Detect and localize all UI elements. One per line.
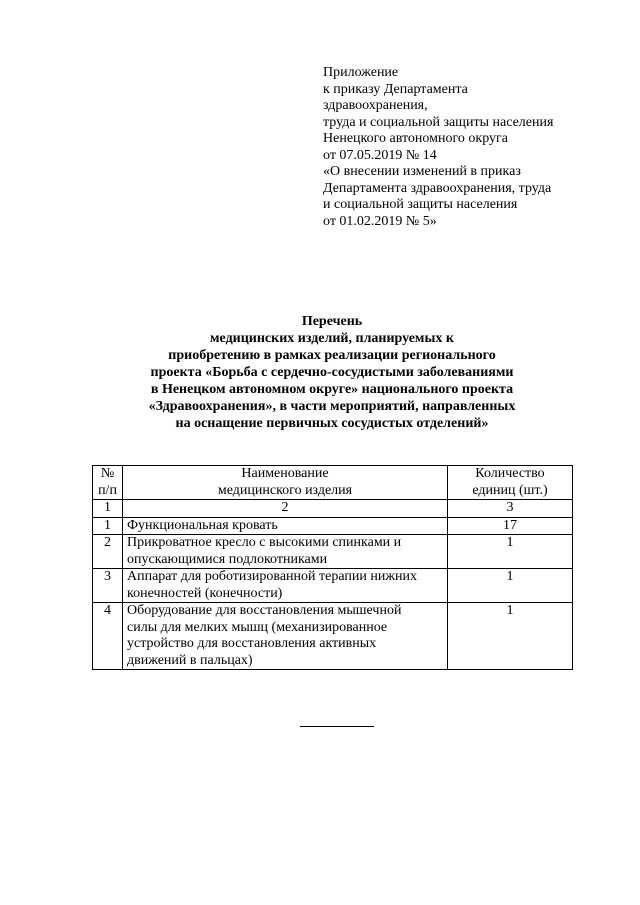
- row-name: [123, 603, 448, 670]
- appendix-block: [323, 65, 623, 230]
- column-number-cell: 3: [448, 500, 573, 518]
- row-name-line: конечностей (конечности): [127, 585, 283, 601]
- header-quantity-cell: [448, 466, 573, 500]
- row-quantity: 1: [448, 535, 573, 569]
- header-text: единиц (шт.): [472, 482, 548, 498]
- row-quantity: 1: [448, 569, 573, 603]
- row-number: 4: [93, 603, 123, 670]
- title-line: приобретению в рамках реализации регионального: [168, 348, 496, 363]
- column-number-cell: 1: [93, 500, 123, 518]
- title-line: медицинских изделий, планируемых к: [210, 331, 454, 346]
- appendix-line: и социальной защиты населения: [323, 197, 518, 212]
- appendix-line: труда и социальной защиты населения: [323, 114, 554, 130]
- header-text: №: [100, 466, 115, 481]
- appendix-line: к приказу Департамента: [323, 81, 468, 97]
- row-number: 3: [93, 569, 123, 603]
- appendix-line: «О внесении изменений в приказ: [323, 164, 521, 179]
- header-name-cell: [123, 466, 448, 500]
- row-name-line: Прикроватное кресло с высокими спинками и: [127, 535, 402, 550]
- title-line: в Ненецком автономном округе» национального проекта: [150, 382, 514, 397]
- table-header-row: [93, 466, 573, 500]
- closing-rule: [300, 726, 374, 727]
- row-quantity: 17: [448, 517, 573, 535]
- row-quantity: 1: [448, 603, 573, 670]
- document-title: [92, 313, 572, 432]
- row-name-line: движений в пальцах): [127, 652, 253, 668]
- appendix-line: от 07.05.2019 № 14: [323, 147, 437, 163]
- table-row: [93, 569, 573, 603]
- row-name: [123, 517, 448, 535]
- column-number-cell: 2: [123, 500, 448, 518]
- table-row: [93, 517, 573, 535]
- appendix-line: от 01.02.2019 № 5»: [323, 213, 437, 229]
- row-name-line: силы для мелких мышц (механизированное: [127, 619, 388, 635]
- row-name-line: Оборудование для восстановления мышечной: [127, 603, 402, 618]
- items-table: [92, 465, 573, 670]
- header-text: п/п: [98, 482, 117, 498]
- appendix-line: Ненецкого автономного округа: [323, 131, 508, 146]
- row-name-line: Аппарат для роботизированной терапии нижних: [127, 569, 417, 584]
- table-row: [93, 603, 573, 670]
- row-name: [123, 535, 448, 569]
- title-line: проекта «Борьба с сердечно-сосудистыми заболеваниями: [150, 365, 514, 380]
- appendix-line: здравоохранения,: [323, 98, 428, 113]
- title-line: «Здравоохранения», в части мероприятий, направленных: [148, 399, 516, 414]
- title-line: Перечень: [301, 314, 363, 329]
- appendix-line: Департамента здравоохранения, труда: [323, 180, 552, 196]
- column-number-row: [93, 500, 573, 518]
- row-name: [123, 569, 448, 603]
- table-row: [93, 535, 573, 569]
- header-text: медицинского изделия: [217, 482, 353, 498]
- header-text: Количество: [475, 466, 545, 481]
- appendix-line: Приложение: [323, 65, 399, 80]
- row-number: 1: [93, 517, 123, 535]
- row-name-line: устройство для восстановления активных: [127, 636, 377, 651]
- header-text: Наименование: [241, 466, 329, 481]
- row-number: 2: [93, 535, 123, 569]
- title-line: на оснащение первичных сосудистых отделений»: [175, 416, 489, 431]
- header-number-cell: [93, 466, 123, 500]
- row-name-line: опускающимися подлокотниками: [127, 551, 328, 567]
- row-name-line: Функциональная кровать: [127, 517, 278, 533]
